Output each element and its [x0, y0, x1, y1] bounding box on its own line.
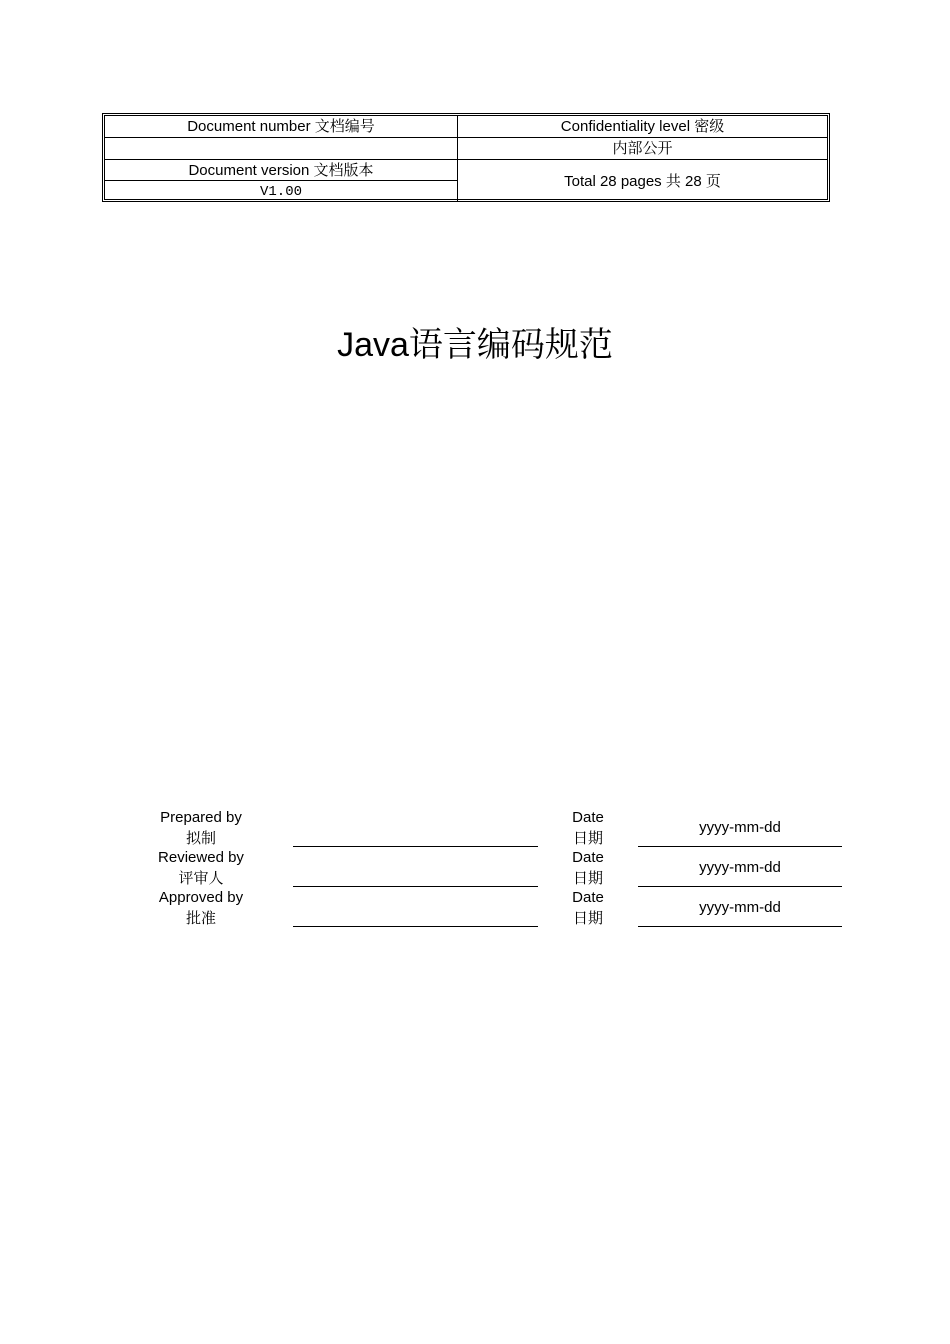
- prepared-date-label: Date 日期: [572, 809, 604, 847]
- confidentiality-label: Confidentiality level 密级: [560, 118, 725, 135]
- reviewed-date-line: [638, 886, 842, 887]
- prepared-by-signature-line: [293, 846, 538, 847]
- approved-by-signature-line: [293, 926, 538, 927]
- doc-number-label: Document number 文档编号: [187, 118, 375, 135]
- reviewed-date-value: yyyy-mm-dd: [699, 859, 781, 876]
- total-pages: Total 28 pages 共 28 页: [564, 172, 721, 190]
- reviewed-by-signature-line: [293, 886, 538, 887]
- confidentiality-value: 内部公开: [612, 139, 673, 157]
- doc-number-value: [105, 138, 457, 159]
- doc-version-value: V1.00: [259, 183, 302, 200]
- prepared-date-line: [638, 846, 842, 847]
- prepared-by-label: Prepared by 拟制: [160, 809, 242, 847]
- approved-date-line: [638, 926, 842, 927]
- doc-version-label: Document version 文档版本: [188, 161, 374, 179]
- document-info-table: [102, 113, 830, 202]
- approved-by-label: Approved by 批准: [158, 889, 244, 927]
- approved-date-value: yyyy-mm-dd: [699, 899, 781, 916]
- reviewed-by-label: Reviewed by 评审人: [158, 849, 244, 887]
- prepared-date-value: yyyy-mm-dd: [699, 819, 781, 836]
- reviewed-date-label: Date 日期: [572, 849, 604, 887]
- document-title: Java语言编码规范: [337, 326, 613, 364]
- approved-date-label: Date 日期: [572, 889, 604, 927]
